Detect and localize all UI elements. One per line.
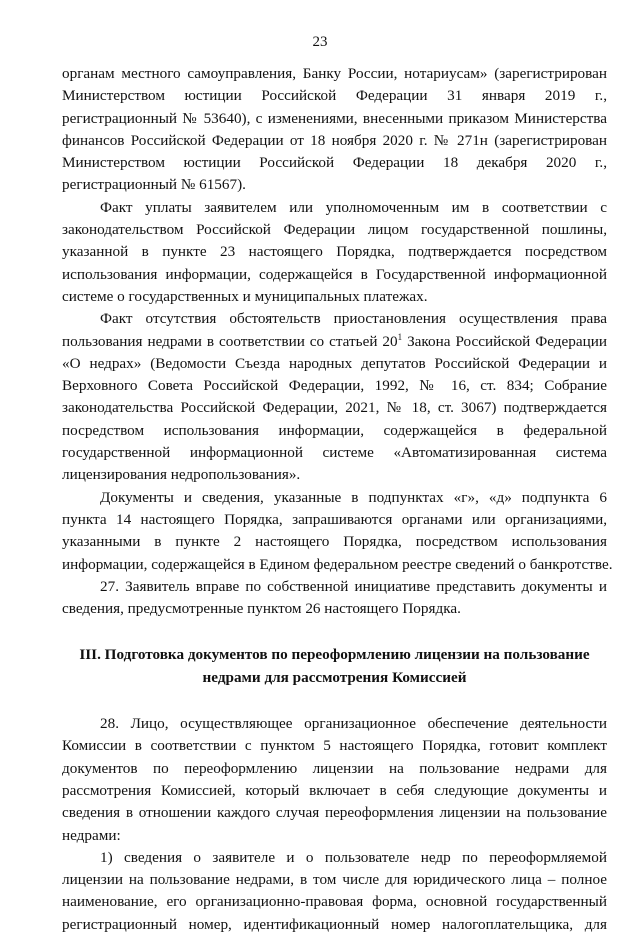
text-line: лицензии на пользование недрами, в том числе для юридического лица – полное — [62, 871, 607, 889]
text-line: регистрационный № 53640), с изменениями, внесенными приказом Министерства — [62, 109, 607, 127]
text-line: сведения, предусмотренные пунктом 26 настоящего Порядка. — [62, 600, 461, 618]
list-item-1 — [62, 847, 607, 936]
text-line: пункта 14 настоящего Порядка, запрашиваются органами или организациями, — [62, 510, 607, 528]
text-line: указанной в пункте 23 настоящего Порядка, подтверждается посредством — [62, 243, 607, 261]
page-body — [62, 63, 613, 936]
superscript: 1 — [397, 331, 403, 342]
spacer — [62, 620, 607, 644]
text-line: Министерством юстиции Российской Федерации 31 января 2019 г., — [62, 87, 607, 105]
paragraph-fee — [62, 197, 607, 308]
text-line: 27. Заявитель вправе по собственной инициативе представить документы и — [100, 577, 607, 595]
text-line: законодательством Российской Федерации лицом государственной пошлины, — [62, 221, 607, 239]
text-line: информации, содержащейся в Едином федеральном реестре сведений о банкротстве. — [62, 555, 613, 573]
page-number: 23 — [312, 34, 328, 50]
text-line: документов по переоформлению лицензии на пользование недрами для — [62, 759, 607, 777]
text-line: использования информации, содержащейся в Государственной информационной — [62, 265, 607, 283]
text-line: посредством использования информации, содержащейся в федеральной — [62, 421, 607, 439]
text-line: регистрационный номер, идентификационный номер налогоплательщика, для — [62, 915, 607, 933]
text-line: указанными в пункте 2 настоящего Порядка, посредством использования — [62, 533, 607, 551]
section-heading — [62, 644, 607, 689]
text-line: государственной информационной системе «Автоматизированная система — [62, 444, 607, 462]
text-line: Комиссии в соответствии с пунктом 5 настоящего Порядка, готовит комплект — [62, 737, 607, 755]
text-fragment: пользования недрами в соответствии со статьей 20 — [62, 332, 398, 350]
text-line: Документы и сведения, указанные в подпунктах «г», «д» подпункта 6 — [100, 488, 607, 506]
text-line: рассмотрения Комиссией, который включает в себя следующие документы и — [62, 781, 607, 799]
text-line: законодательства Российской Федерации, 2021, № 18, ст. 3067) подтверждается — [62, 399, 607, 417]
text-line: Факт уплаты заявителем или уполномоченным им в соответствии с — [100, 198, 607, 216]
text-line: системе о государственных и муниципальных платежах. — [62, 287, 428, 305]
text-line: 28. Лицо, осуществляющее организационное обеспечение деятельности — [100, 715, 607, 733]
paragraph-suspension — [62, 308, 607, 486]
paragraph-documents — [62, 487, 613, 576]
text-line: лицензирования недропользования». — [62, 466, 301, 484]
paragraph-27 — [62, 576, 607, 621]
text-line: регистрационный № 61567). — [62, 176, 246, 194]
text-line-with-superscript — [62, 331, 607, 353]
text-line: сведения в отношении каждого случая переоформления лицензии на пользование — [62, 804, 607, 822]
text-line: органам местного самоуправления, Банку России, нотариусам» (зарегистрирован — [62, 65, 607, 82]
paragraph-28 — [62, 713, 607, 847]
text-line: недрами: — [62, 826, 121, 844]
spacer — [62, 689, 607, 713]
text-line: наименование, его организационно-правовая форма, основной государственный — [62, 893, 607, 911]
text-fragment: Закона Российской Федерации — [402, 332, 607, 350]
text-line: 1) сведения о заявителе и о пользователе недр по переоформляемой — [100, 848, 607, 866]
text-line: Министерством юстиции Российской Федерации 18 декабря 2020 г., — [62, 154, 607, 172]
heading-line: III. Подготовка документов по переоформлению лицензии на пользование — [79, 646, 590, 664]
text-line: «О недрах» (Ведомости Съезда народных депутатов Российской Федерации и — [62, 354, 607, 372]
text-line: Верховного Совета Российской Федерации, 1992, № 16, ст. 834; Собрание — [62, 377, 607, 395]
paragraph-continuation — [62, 63, 607, 197]
text-line: финансов Российской Федерации от 18 ноября 2020 г. № 271н (зарегистрирован — [62, 131, 607, 149]
text-line: Факт отсутствия обстоятельств приостановления осуществления права — [100, 310, 607, 328]
heading-line: недрами для рассмотрения Комиссией — [202, 668, 467, 686]
